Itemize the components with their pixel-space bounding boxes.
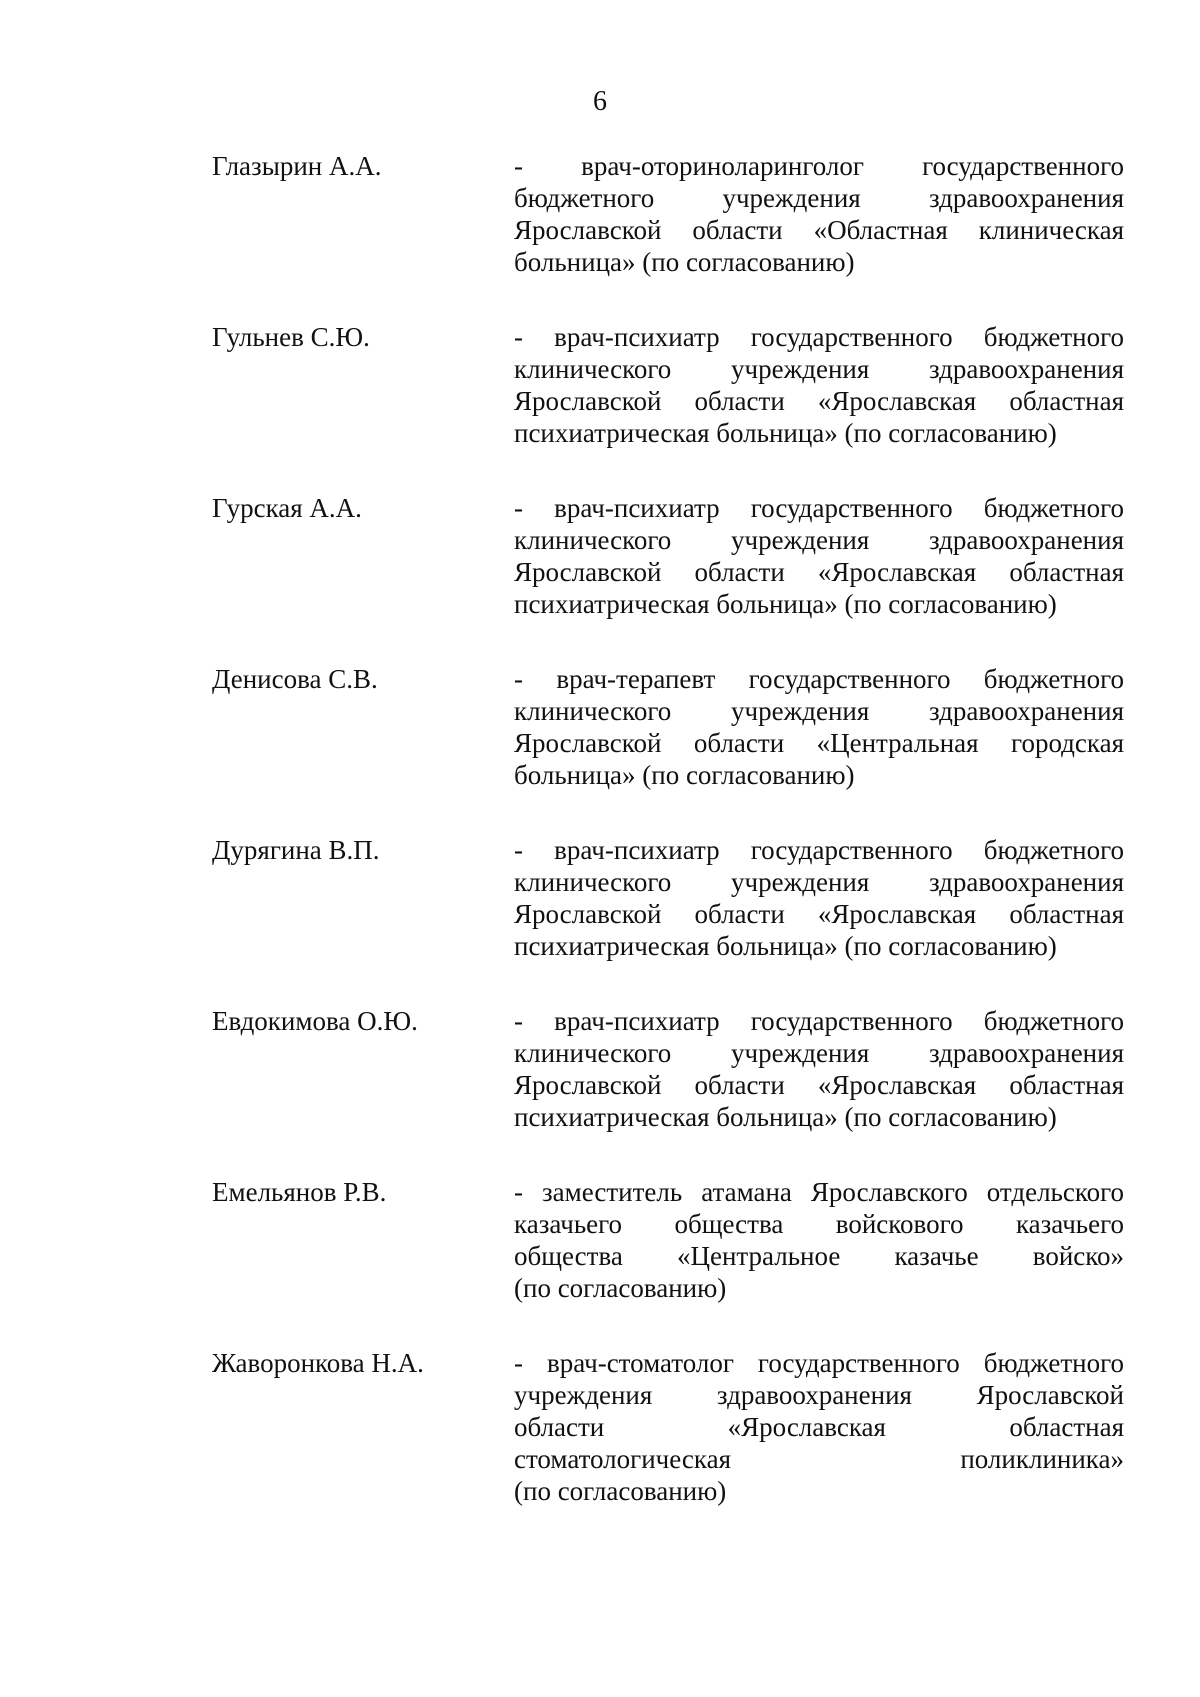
position-line: - врач-стоматолог государственного бюджетного (514, 1348, 1124, 1378)
list-item (212, 1005, 1124, 1133)
position-line: Ярославской области «Ярославская областная (514, 557, 1124, 587)
member-name: Гульнев С.Ю. (212, 322, 370, 352)
position-line: общества «Центральное казачье войско» (514, 1241, 1124, 1271)
list-item (212, 492, 1124, 620)
position-line: - врач-оториноларинголог государственного (514, 151, 1124, 181)
list-item (212, 1176, 1124, 1304)
position-line: Ярославской области «Областная клиническая (514, 215, 1124, 245)
position-line: - врач-психиатр государственного бюджетного (514, 493, 1124, 523)
member-name: Дурягина В.П. (212, 835, 380, 865)
position-line: - врач-психиатр государственного бюджетного (514, 322, 1124, 352)
position-line: (по согласованию) (514, 1476, 727, 1506)
position-line: Ярославской области «Центральная городская (514, 728, 1124, 758)
member-name: Денисова С.В. (212, 664, 378, 694)
member-position (514, 1176, 1124, 1304)
member-position (514, 1005, 1124, 1133)
position-line: больница» (по согласованию) (514, 760, 855, 790)
page-number: 6 (593, 86, 607, 117)
position-line: - заместитель атамана Ярославского отдельского (514, 1177, 1124, 1207)
position-line: клинического учреждения здравоохранения (514, 1038, 1124, 1068)
member-position (514, 1347, 1124, 1507)
member-position (514, 492, 1124, 620)
member-position (514, 321, 1124, 449)
position-line: учреждения здравоохранения Ярославской (514, 1380, 1124, 1410)
member-position (514, 663, 1124, 791)
position-line: - врач-терапевт государственного бюджетного (514, 664, 1124, 694)
member-name: Емельянов Р.В. (212, 1177, 387, 1207)
position-line: казачьего общества войскового казачьего (514, 1209, 1124, 1239)
list-item (212, 1347, 1124, 1507)
position-line: психиатрическая больница» (по согласованию) (514, 931, 1057, 961)
position-line: Ярославской области «Ярославская областная (514, 1070, 1124, 1100)
position-line: Ярославской области «Ярославская областная (514, 386, 1124, 416)
member-position (514, 834, 1124, 962)
position-line: бюджетного учреждения здравоохранения (514, 183, 1124, 213)
member-name: Глазырин А.А. (212, 151, 382, 181)
members-list (212, 150, 1124, 1507)
position-line: психиатрическая больница» (по согласованию) (514, 1102, 1057, 1132)
position-line: клинического учреждения здравоохранения (514, 525, 1124, 555)
position-line: клинического учреждения здравоохранения (514, 354, 1124, 384)
member-position (514, 150, 1124, 278)
position-line: психиатрическая больница» (по согласованию) (514, 589, 1057, 619)
position-line: психиатрическая больница» (по согласованию) (514, 418, 1057, 448)
position-line: (по согласованию) (514, 1273, 727, 1303)
position-line: больница» (по согласованию) (514, 247, 855, 277)
position-line: области «Ярославская областная (514, 1412, 1124, 1442)
position-line: Ярославской области «Ярославская областная (514, 899, 1124, 929)
list-item (212, 321, 1124, 449)
position-line: - врач-психиатр государственного бюджетного (514, 835, 1124, 865)
position-line: стоматологическая поликлиника» (514, 1444, 1124, 1474)
member-name: Гурская А.А. (212, 493, 362, 523)
list-item (212, 150, 1124, 278)
position-line: клинического учреждения здравоохранения (514, 696, 1124, 726)
member-name: Жаворонкова Н.А. (212, 1348, 424, 1378)
member-name: Евдокимова О.Ю. (212, 1006, 418, 1036)
list-item (212, 834, 1124, 962)
position-line: клинического учреждения здравоохранения (514, 867, 1124, 897)
list-item (212, 663, 1124, 791)
position-line: - врач-психиатр государственного бюджетного (514, 1006, 1124, 1036)
